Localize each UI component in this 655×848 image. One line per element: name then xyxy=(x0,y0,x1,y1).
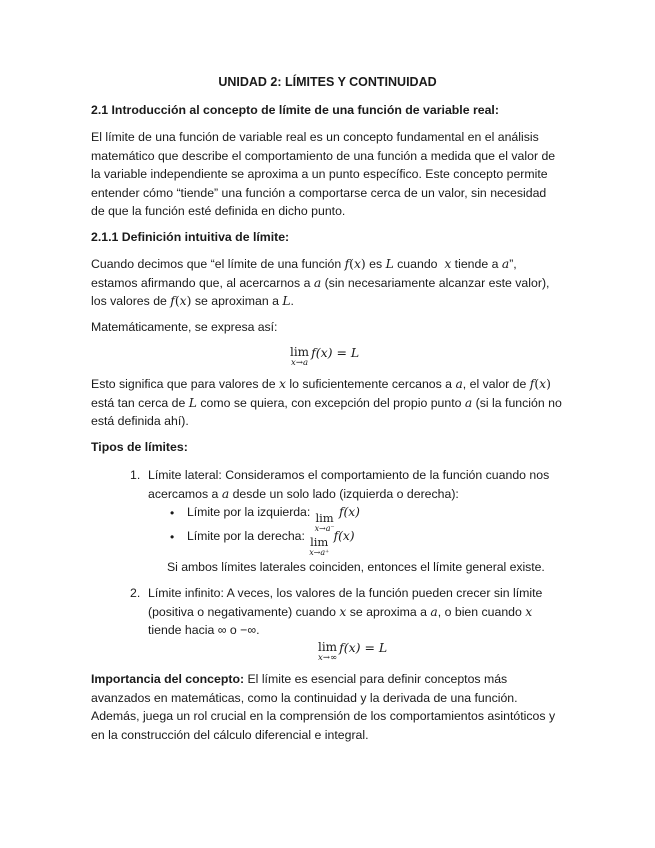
infinite-limit-equation xyxy=(318,641,387,663)
equation-body: f(x) = L xyxy=(339,640,388,655)
paragraph-line: de que la función esté definida en dicho punto. xyxy=(91,204,346,219)
paragraph-line: los valores de f(x) se aproximan a L. xyxy=(91,294,294,309)
list-item-line: tiende hacia ∞ o −∞. xyxy=(148,623,260,638)
paragraph-line: Cuando decimos que “el límite de una función f(x) es L cuando x tiende a a”, xyxy=(91,257,517,271)
importance-paragraph xyxy=(91,670,581,744)
right-limit-item: Límite por la derecha: lim x→a⁺ f(x) xyxy=(187,529,355,557)
paragraph-line: Además, juega un rol crucial en la comprensión de los comportamientos asintóticos y xyxy=(91,709,556,724)
section-heading-2-1-1: 2.1.1 Definición intuitiva de límite: xyxy=(91,230,290,244)
paragraph-line: entender cómo “tiende” una función a comportarse cerca de un valor, sin necesidad xyxy=(91,185,547,200)
math-intro-text: Matemáticamente, se expresa así: xyxy=(91,320,278,334)
lateral-limits-note: Si ambos límites laterales coinciden, entonces el límite general existe. xyxy=(167,560,545,574)
paragraph-line: está definida ahí). xyxy=(91,414,189,429)
list-item-line: Límite infinito: A veces, los valores de la función pueden crecer sin límite xyxy=(148,586,543,600)
list-number: 2. xyxy=(130,586,141,600)
list-item-infinite xyxy=(148,584,628,640)
equation-body: f(x) = L xyxy=(311,345,360,360)
paragraph-line: Esto significa que para valores de x lo suficientemente cercanos a a, el valor de f(x) xyxy=(91,377,551,391)
paragraph-line: avanzados en matemáticas, como la continuidad y la derivada de una función. xyxy=(91,690,518,705)
bullet-marker: • xyxy=(170,530,175,544)
list-number: 1. xyxy=(130,468,141,482)
paragraph-line: en la construcción del cálculo diferencial e integral. xyxy=(91,727,369,742)
limit-equation xyxy=(290,346,359,368)
paragraph-line: matemático que describe el comportamiento de una función a medida que el valor de xyxy=(91,148,556,163)
lim-operator: lim x→∞ xyxy=(318,640,338,663)
paragraph-line: El límite de una función de variable real es un concepto fundamental en el análisis xyxy=(91,130,539,144)
paragraph-line: estamos afirmando que, al acercarnos a a (sin necesariamente alcanzar este valor), xyxy=(91,275,550,290)
paragraph-line: Importancia del concepto: El límite es esencial para definir conceptos más xyxy=(91,672,508,686)
list-item-line: (positiva o negativamente) cuando x se aproxima a a, o bien cuando x xyxy=(148,604,533,619)
list-item-line: Límite lateral: Consideramos el comportamiento de la función cuando nos xyxy=(148,468,550,482)
lim-operator: lim x→a xyxy=(290,345,310,368)
list-item-line: acercamos a a desde un solo lado (izquierda o derecha): xyxy=(148,486,459,501)
paragraph-line: la variable independiente se aproxima a un punto específico. Este concepto permite xyxy=(91,167,548,182)
types-heading: Tipos de límites: xyxy=(91,440,188,454)
meaning-paragraph xyxy=(91,375,571,431)
list-item-lateral xyxy=(148,466,628,503)
definition-paragraph xyxy=(91,255,571,311)
paragraph-line: está tan cerca de L como se quiera, con excepción del propio punto a (si la función no xyxy=(91,395,562,410)
page-title: UNIDAD 2: LÍMITES Y CONTINUIDAD xyxy=(218,75,437,89)
left-limit-item: Límite por la izquierda: lim x→a⁻ f(x) xyxy=(187,505,360,533)
bullet-marker: • xyxy=(170,506,175,520)
section-heading-2-1: 2.1 Introducción al concepto de límite de una función de variable real: xyxy=(91,103,499,117)
intro-paragraph xyxy=(91,128,571,221)
